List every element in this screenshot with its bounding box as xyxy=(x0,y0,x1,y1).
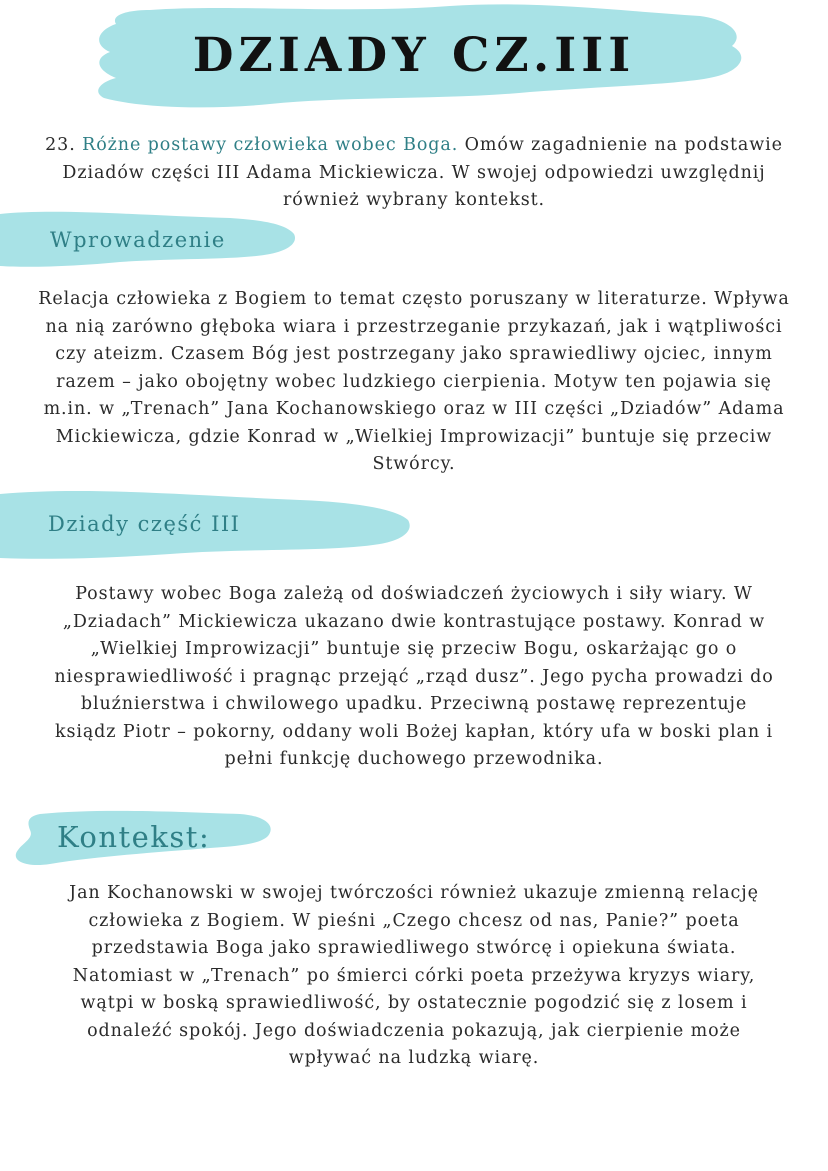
section-heading-dziady: Dziady część III xyxy=(48,512,241,536)
question-number: 23. xyxy=(45,135,76,155)
intro-line-3: również wybrany kontekst. xyxy=(283,190,545,210)
intro-line-1: 23. Różne postawy człowieka wobec Boga. Omów zagadnienie na podstawie xyxy=(45,135,783,155)
intro-line-2: Dziadów części III Adama Mickiewicza. W swojej odpowiedzi uwzględnij xyxy=(62,162,766,183)
section-text-kontekst: Jan Kochanowski w swojej twórczości również ukazuje zmienną relację człowieka z Bogiem. W pieśni „Czego chcesz od nas, Panie?” poeta przedstawia Boga jako sprawiedliwego stwórcę i opiekuna świata. Natomiast w „Trenach” po śmierci córki poeta przeżywa kryzys wiary, wątpi w boską sprawiedliwość, by ostatecznie pogodzić się z losem i odnaleźć spokój. Jego doświadczenia pokazują, jak cierpienie może wpływać na ludzką wiarę. xyxy=(69,883,759,1068)
section-text-dziady: Postawy wobec Boga zależą od doświadczeń życiowych i siły wiary. W „Dziadach” Mickiewicza ukazano dwie kontrastujące postawy. Konrad w „Wielkiej Improwizacji” buntuje się przeciw Bogu, oskarżając go o niesprawiedliwość i pragnąc przejąć „rząd dusz”. Jego pycha prowadzi do bluźnierstwa i chwilowego upadku. Przeciwną postawę reprezentuje ksiądz Piotr – pokorny, oddany woli Bożej kapłan, który ufa w boski plan i pełni funkcję duchowego przewodnika. xyxy=(54,584,774,769)
section-heading-wprowadzenie: Wprowadzenie xyxy=(50,228,226,252)
section-text-wprowadzenie: Relacja człowieka z Bogiem to temat często poruszany w literaturze. Wpływa na nią zarówno głęboka wiara i przestrzeganie przykazań, jak i wątpliwości czy ateizm. Czasem Bóg jest postrzegany jako sprawiedliwy ojciec, innym razem – jako obojętny wobec ludzkiego cierpienia. Motyw ten pojawia się m.in. w „Trenach” Jana Kochanowskiego oraz w III części „Dziadów” Adama Mickiewicza, gdzie Konrad w „Wielkiej Improwizacji” buntuje się przeciw Stwórcy. xyxy=(38,289,790,474)
intro-paragraph xyxy=(0,132,828,215)
question-topic: Różne postawy człowieka wobec Boga. xyxy=(82,135,459,155)
section-heading-kontekst: Kontekst: xyxy=(57,820,211,854)
page-title: DZIADY CZ.III xyxy=(192,28,636,83)
